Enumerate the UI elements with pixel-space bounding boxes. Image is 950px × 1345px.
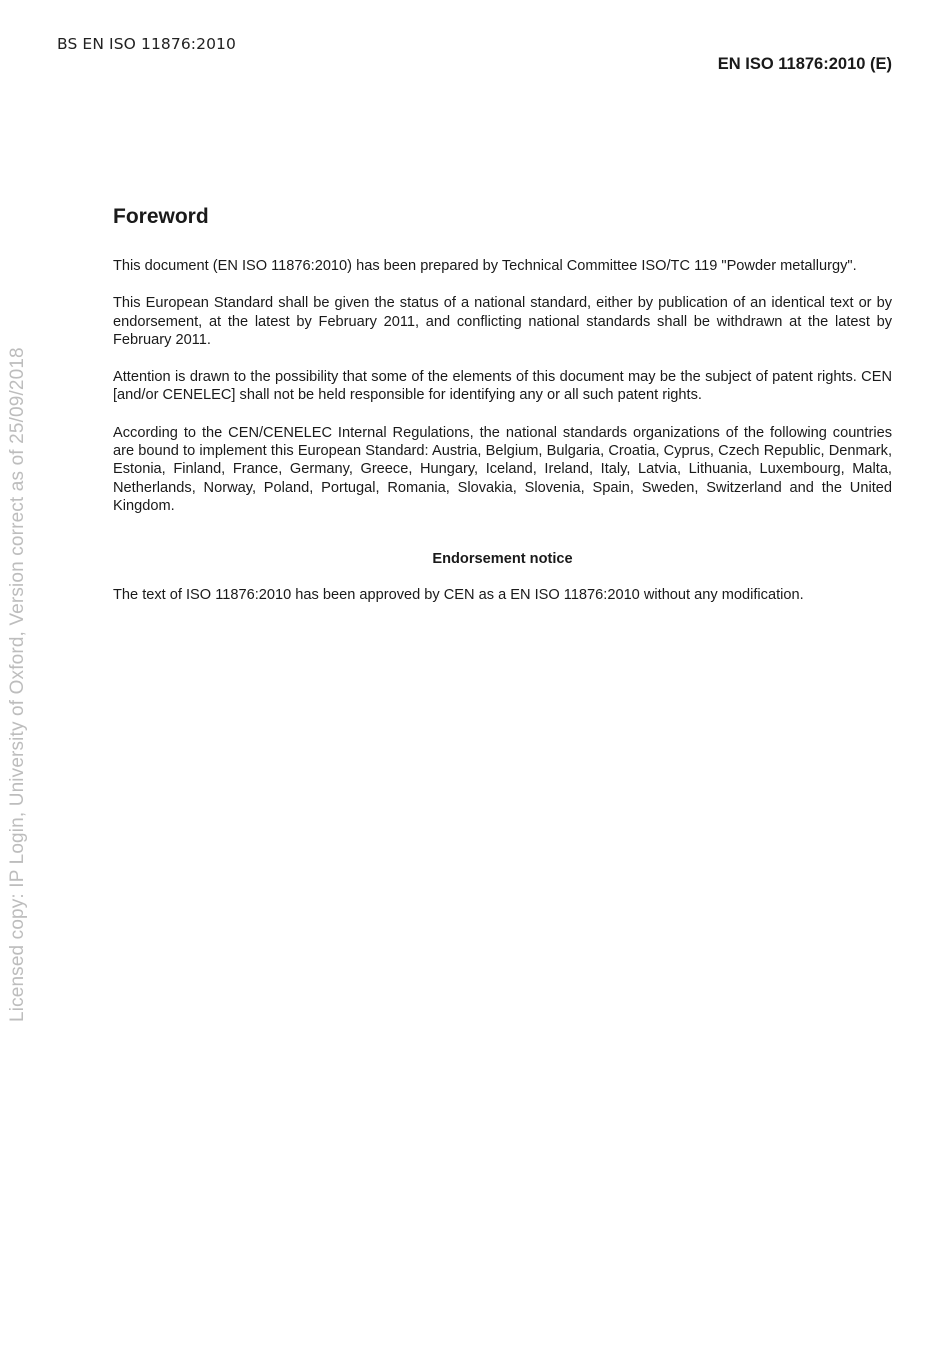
page-title: Foreword: [113, 205, 209, 228]
bs-reference-header: BS EN ISO 11876:2010: [57, 35, 236, 53]
foreword-paragraph-1: This document (EN ISO 11876:2010) has been prepared by Technical Committee ISO/TC 119 "Powder metallurgy".: [113, 258, 857, 274]
document-id-header: EN ISO 11876:2010 (E): [717, 55, 892, 73]
endorsement-notice-text: The text of ISO 11876:2010 has been approved by CEN as a EN ISO 11876:2010 without any modification.: [113, 587, 804, 604]
foreword-paragraph-3: Attention is drawn to the possibility that some of the elements of this document may be the subject of patent rights. CEN [and/or CENELEC] shall not be held responsible for identifying any or all such patent rights.: [113, 369, 892, 404]
endorsement-notice-heading: Endorsement notice: [432, 551, 573, 568]
foreword-paragraph-4: According to the CEN/CENELEC Internal Regulations, the national standards organizations of the following countries are bound to implement this European Standard: Austria, Belgium, Bulgaria, Croatia, Cyprus, Czech Republic, Denmark, Estonia, Finland, France, Germany, Greece, Hungary, Iceland, Ireland, Italy, Latvia, Lithuania, Luxembourg, Malta, Netherlands, Norway, Poland, Portugal, Romania, Slovakia, Slovenia, Spain, Sweden, Switzerland and the United Kingdom.: [113, 424, 892, 514]
page-body: [113, 205, 892, 605]
foreword-paragraph-2: This European Standard shall be given the status of a national standard, either by publication of an identical text or by endorsement, at the latest by February 2011, and conflicting national standards shall be withdrawn at the latest by February 2011.: [113, 295, 892, 348]
license-watermark: Licensed copy: IP Login, University of Oxford, Version correct as of 25/09/2018: [7, 347, 28, 1022]
